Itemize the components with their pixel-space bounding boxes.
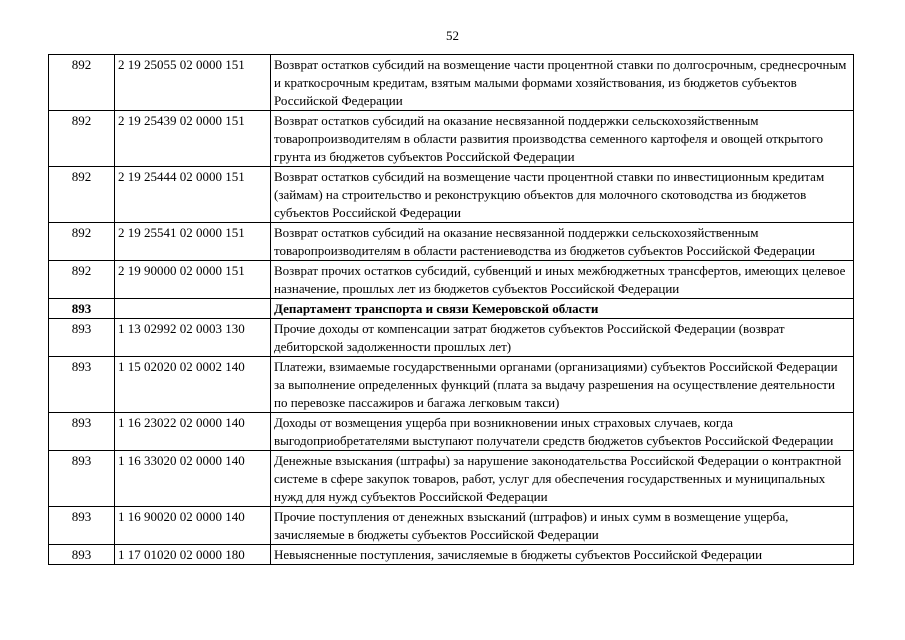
table-row	[49, 111, 854, 167]
revenue-name-cell: Доходы от возмещения ущерба при возникновении иных страховых случаев, когда выгодоприобретателями выступают получатели средств бюджетов субъектов Российской Федерации	[271, 413, 854, 451]
admin-code-cell: 893	[49, 299, 115, 319]
budget-code-cell: 2 19 25055 02 0000 151	[115, 55, 271, 111]
admin-code-cell: 892	[49, 223, 115, 261]
revenue-name-cell: Прочие поступления от денежных взысканий (штрафов) и иных сумм в возмещение ущерба, зачисляемые в бюджеты субъектов Российской Федерации	[271, 507, 854, 545]
budget-code-cell: 1 16 33020 02 0000 140	[115, 451, 271, 507]
table-row	[49, 507, 854, 545]
table-row	[49, 451, 854, 507]
page-number: 52	[446, 28, 459, 43]
revenue-name-cell: Платежи, взимаемые государственными органами (организациями) субъектов Российской Федерации за выполнение определенных функций (плата за выдачу разрешения на осуществление деятельности по перевозке пассажиров и багажа легковым такси)	[271, 357, 854, 413]
admin-code-cell: 892	[49, 111, 115, 167]
revenue-name-cell: Возврат прочих остатков субсидий, субвенций и иных межбюджетных трансфертов, имеющих целевое назначение, прошлых лет из бюджетов субъектов Российской Федерации	[271, 261, 854, 299]
table-row	[49, 319, 854, 357]
revenue-name-cell: Денежные взыскания (штрафы) за нарушение законодательства Российской Федерации о контрактной системе в сфере закупок товаров, работ, услуг для обеспечения государственных и муниципальных нужд для нужд субъектов Российской Федерации	[271, 451, 854, 507]
budget-code-cell: 2 19 25439 02 0000 151	[115, 111, 271, 167]
admin-code-cell: 893	[49, 413, 115, 451]
table-row	[49, 413, 854, 451]
admin-code-cell: 893	[49, 357, 115, 413]
table-row	[49, 357, 854, 413]
table-row	[49, 55, 854, 111]
budget-code-cell: 2 19 90000 02 0000 151	[115, 261, 271, 299]
department-name-cell: Департамент транспорта и связи Кемеровской области	[271, 299, 854, 319]
table-row	[49, 261, 854, 299]
budget-code-cell: 2 19 25444 02 0000 151	[115, 167, 271, 223]
budget-code-cell: 1 16 90020 02 0000 140	[115, 507, 271, 545]
admin-code-cell: 892	[49, 55, 115, 111]
budget-code-cell: 1 15 02020 02 0002 140	[115, 357, 271, 413]
admin-code-cell: 893	[49, 507, 115, 545]
admin-code-cell: 892	[49, 167, 115, 223]
revenue-name-cell: Прочие доходы от компенсации затрат бюджетов субъектов Российской Федерации (возврат дебиторской задолженности прошлых лет)	[271, 319, 854, 357]
revenue-name-cell: Возврат остатков субсидий на оказание несвязанной поддержки сельскохозяйственным товаропроизводителям в области растениеводства из бюджетов субъектов Российской Федерации	[271, 223, 854, 261]
admin-code-cell: 893	[49, 545, 115, 565]
table-row	[49, 545, 854, 565]
revenue-name-cell: Возврат остатков субсидий на возмещение части процентной ставки по инвестиционным кредитам (займам) на строительство и реконструкцию объектов для молочного скотоводства из бюджетов субъектов Российской Федерации	[271, 167, 854, 223]
admin-code-cell: 893	[49, 451, 115, 507]
budget-code-cell: 1 13 02992 02 0003 130	[115, 319, 271, 357]
budget-codes-table	[48, 54, 854, 565]
table-row	[49, 167, 854, 223]
revenue-name-cell: Возврат остатков субсидий на возмещение части процентной ставки по долгосрочным, среднесрочным и краткосрочным кредитам, взятым малыми формами хозяйствования, из бюджетов субъектов Российской Федерации	[271, 55, 854, 111]
revenue-name-cell: Невыясненные поступления, зачисляемые в бюджеты субъектов Российской Федерации	[271, 545, 854, 565]
table-row	[49, 223, 854, 261]
budget-code-cell: 1 16 23022 02 0000 140	[115, 413, 271, 451]
budget-code-cell: 1 17 01020 02 0000 180	[115, 545, 271, 565]
admin-code-cell: 892	[49, 261, 115, 299]
admin-code-cell: 893	[49, 319, 115, 357]
revenue-name-cell: Возврат остатков субсидий на оказание несвязанной поддержки сельскохозяйственным товаропроизводителям в области развития производства семенного картофеля и овощей открытого грунта из бюджетов субъектов Российской Федерации	[271, 111, 854, 167]
section-header-row	[49, 299, 854, 319]
budget-code-cell	[115, 299, 271, 319]
budget-code-cell: 2 19 25541 02 0000 151	[115, 223, 271, 261]
